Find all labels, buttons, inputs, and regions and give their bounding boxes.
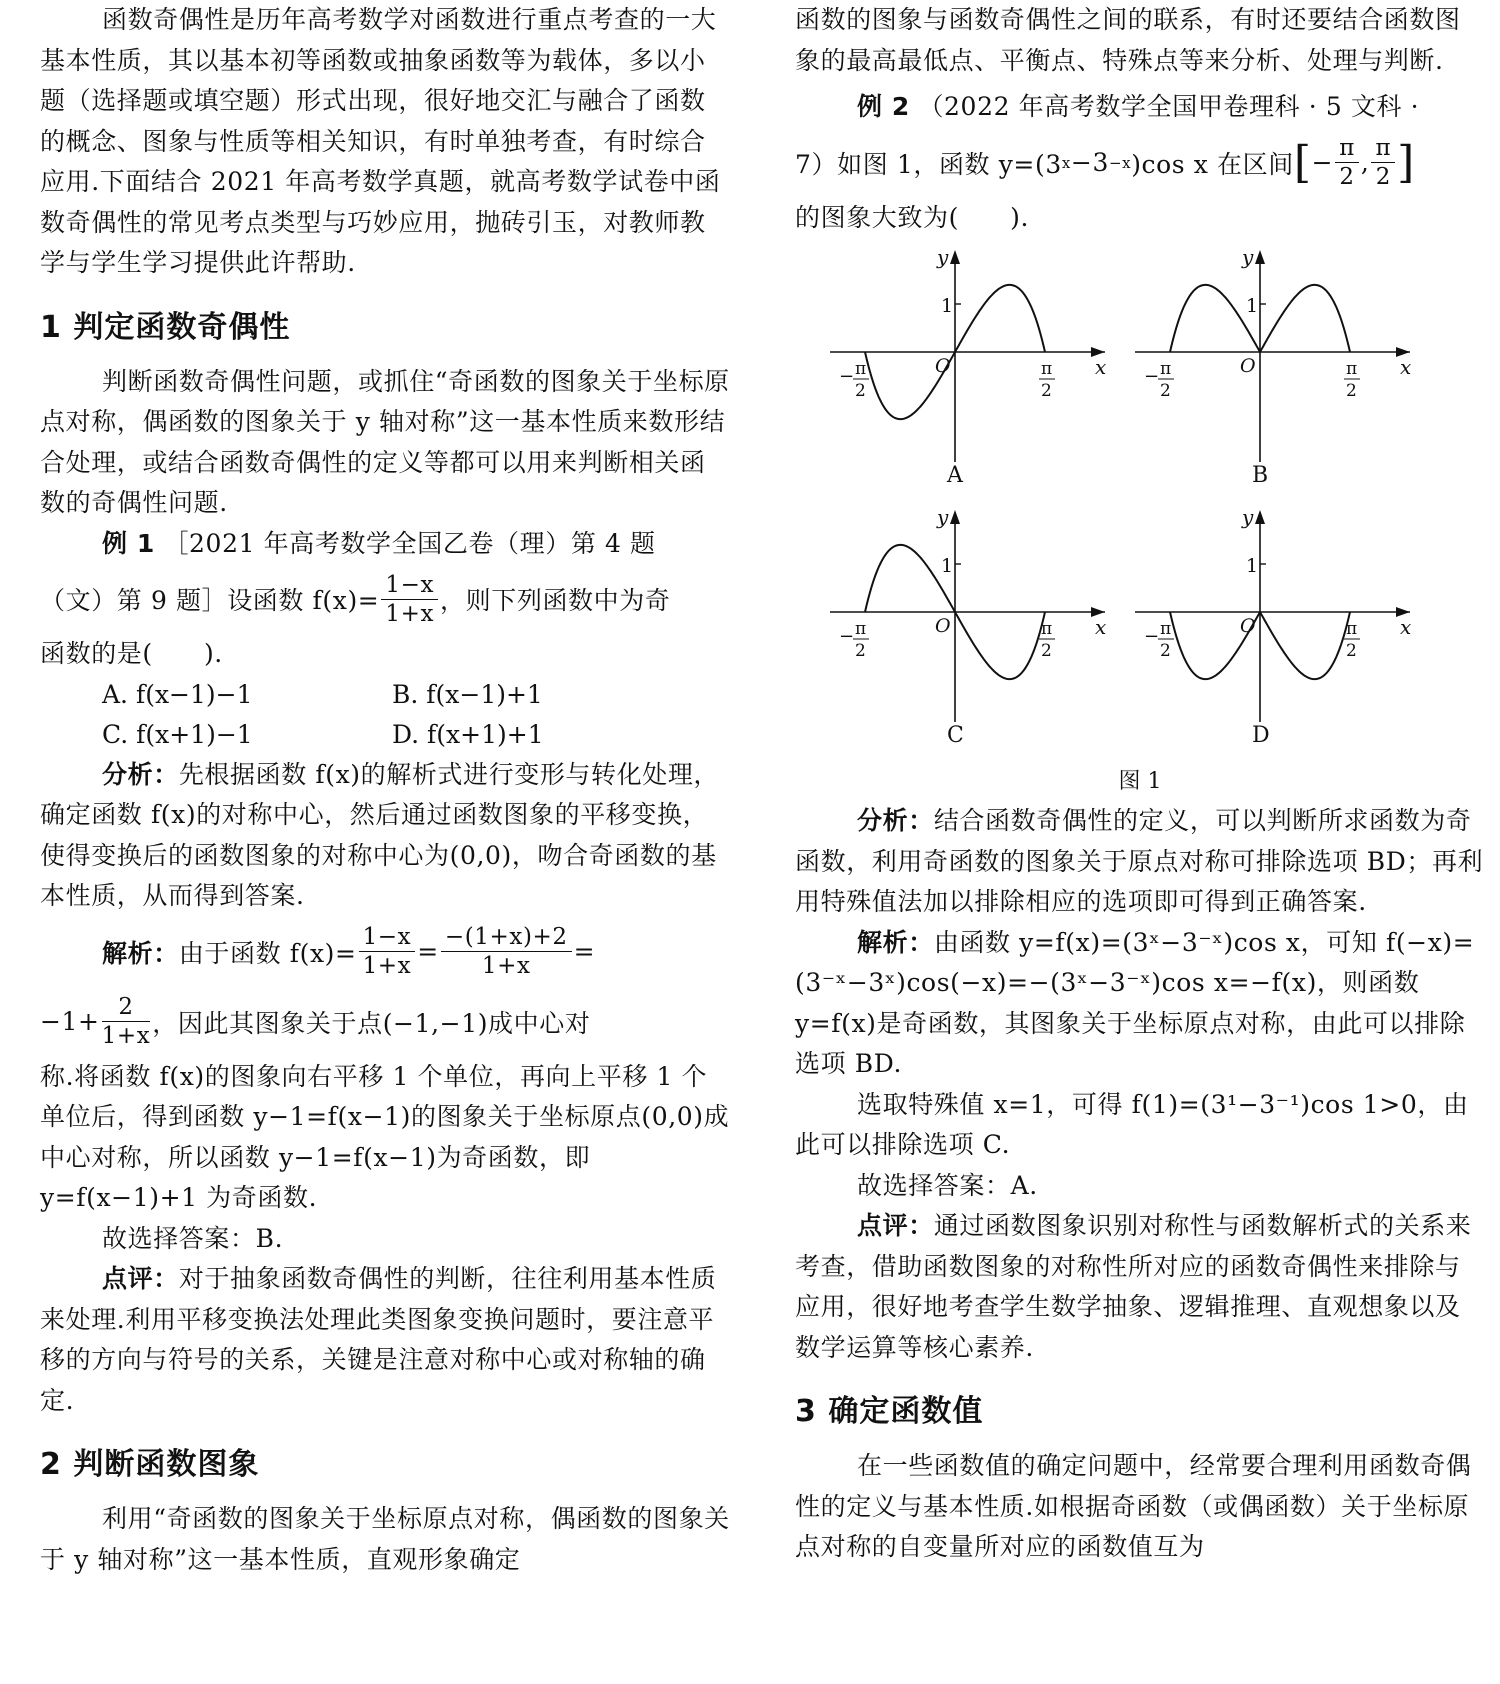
y-axis-arrow	[950, 510, 960, 524]
tick-label-pi: π	[1041, 619, 1053, 639]
example-2-analysis	[795, 801, 1485, 923]
fraction-numerator: 1−x	[381, 571, 438, 600]
left-column	[40, 0, 730, 1580]
tick-label-two: 2	[1160, 381, 1171, 401]
example-2-text: −3	[1070, 148, 1109, 177]
solution-fraction-3	[102, 993, 151, 1050]
example-2-comment	[795, 1206, 1485, 1368]
equals-sign: =	[417, 937, 439, 966]
example-2-label: 例 2	[857, 92, 910, 121]
tick-label-one: 1	[1246, 295, 1259, 317]
comment-label: 点评：	[102, 1264, 179, 1293]
option-b: B. f(x−1)+1	[392, 679, 543, 709]
tick-label-one: 1	[941, 295, 954, 317]
example-1-line3: 函数的是( ).	[40, 639, 223, 668]
tick-label-pi: π	[1160, 619, 1172, 639]
example-1-line2	[40, 564, 730, 634]
example-1-fraction	[381, 571, 438, 628]
tick-label-two: 2	[1346, 641, 1357, 661]
fraction-denominator: 2	[1339, 164, 1355, 190]
y-axis-label: y	[1242, 245, 1254, 269]
right-column	[795, 0, 1485, 1568]
section-2-paragraph-cont: 函数的图象与函数奇偶性之间的联系，有时还要结合函数图象的最高最低点、平衡点、特殊点等来分析、处理与判断.	[795, 5, 1461, 75]
exponent: x	[1061, 153, 1071, 172]
section-3-paragraph: 在一些函数值的确定问题中，经常要合理利用函数奇偶性的定义与基本性质.如根据奇函数（或偶函数）关于坐标原点对称的自变量所对应的函数值互为	[795, 1451, 1472, 1561]
example-1-answer: 故选择答案：B.	[102, 1223, 284, 1253]
graph-a	[825, 242, 1125, 492]
y-axis-arrow	[1255, 510, 1265, 524]
solution-rest: 称.将函数 f(x)的图象向右平移 1 个单位，再向上平移 1 个单位后，得到函数 y−1=f(x−1)的图象关于坐标原点(0,0)成中心对称，所以函数 y−1=f(x−1)为奇函数，即 y=f(x−1)+1 为奇函数.	[40, 1061, 730, 1212]
tick-label-two: 2	[855, 641, 866, 661]
solution-fraction-1	[359, 923, 416, 980]
fraction-denominator: 1+x	[362, 953, 412, 979]
example-1-line1	[40, 524, 730, 565]
tick-label-pi: π	[1160, 359, 1172, 379]
example-2-special-value: 选取特殊值 x=1，可得 f(1)=(3¹−3⁻¹)cos 1>0，由此可以排除选项 C.	[795, 1089, 1469, 1159]
example-1-label: 例 1	[102, 528, 155, 558]
graph-letter: D	[1252, 723, 1270, 748]
x-axis-label: x	[1095, 615, 1107, 639]
solution-text: 由函数 y=f(x)=(3ˣ−3⁻ˣ)cos x，可知 f(−x)=(3⁻ˣ−3ˣ)cos(−x)=−(3ˣ−3⁻ˣ)cos x=−f(x)，则函数 y=f(x)是奇函数，其图象关于坐标原点对称，由此可以排除选项 BD.	[795, 927, 1475, 1078]
x-axis-label: x	[1400, 615, 1412, 639]
origin-label: O	[1240, 615, 1256, 637]
solution-line2	[40, 987, 730, 1057]
option-d: D. f(x+1)+1	[392, 719, 544, 749]
example-2-solution	[795, 923, 1485, 1085]
tick-label-two: 2	[1160, 641, 1171, 661]
example-2-text: )cos x 在区间	[1131, 149, 1294, 179]
fraction-denominator: 2	[1375, 164, 1391, 190]
example-2-line3: 的图象大致为( ).	[795, 202, 1030, 232]
fraction-denominator: 1+x	[101, 1023, 151, 1049]
tick-label-minus: −	[1144, 626, 1160, 647]
graph-d	[1130, 502, 1430, 752]
graph-letter: A	[947, 463, 963, 488]
tick-label-minus: −	[1144, 366, 1160, 387]
figure-1-graphs	[795, 242, 1485, 762]
analysis-text: 先根据函数 f(x)的解析式进行变形与转化处理，确定函数 f(x)的对称中心，然后通过函数图象的平移变换，使得变换后的函数图象的对称中心为(0,0)，吻合奇函数的基本性质，从而得到答案.	[40, 759, 720, 910]
solution-text-post: ，因此其图象关于点(−1,−1)成中心对	[152, 1008, 591, 1038]
y-axis-arrow	[1255, 250, 1265, 264]
exponent: −x	[1108, 153, 1132, 172]
example-2-source: （2022 年高考数学全国甲卷理科 · 5 文科 ·	[918, 92, 1420, 121]
y-axis-label: y	[937, 505, 949, 529]
section-1-heading: 1 判定函数奇偶性	[40, 309, 291, 345]
option-c: C. f(x+1)−1	[102, 719, 253, 749]
example-1-analysis	[40, 755, 730, 917]
tick-label-two: 2	[855, 381, 866, 401]
y-axis-label: y	[937, 245, 949, 269]
y-axis-arrow	[950, 250, 960, 264]
section-3-heading: 3 确定函数值	[795, 1394, 984, 1429]
comment-text: 对于抽象函数奇偶性的判断，往往利用基本性质来处理.利用平移变换法处理此类图象变换问题时，要注意平移的方向与符号的关系，关键是注意对称中心或对称轴的确定.	[40, 1264, 717, 1415]
fraction-numerator: 2	[102, 993, 151, 1022]
tick-label-one: 1	[941, 555, 954, 577]
fraction-numerator: −(1+x)+2	[441, 923, 572, 952]
origin-label: O	[1240, 355, 1256, 377]
example-1-comment	[40, 1259, 730, 1421]
graph-b	[1130, 242, 1430, 492]
solution-text: −1+	[40, 1007, 100, 1036]
minus-sign: −	[1311, 148, 1334, 177]
tick-label-two: 2	[1041, 641, 1052, 661]
analysis-label: 分析：	[102, 759, 179, 789]
tick-label-minus: −	[839, 366, 855, 387]
tick-label-two: 2	[1346, 381, 1357, 401]
example-2-line1	[795, 87, 1485, 128]
equals-sign: =	[573, 937, 596, 966]
graph-c	[825, 502, 1125, 752]
comment-label: 点评：	[857, 1211, 934, 1240]
fraction-numerator: π	[1335, 134, 1359, 163]
analysis-text: 结合函数奇偶性的定义，可以判断所求函数为奇函数，利用奇函数的图象关于原点对称可排除选项 BD；再利用特殊值法加以排除相应的选项即可得到正确答案.	[795, 806, 1484, 916]
fraction-numerator: π	[1371, 134, 1395, 163]
x-axis-label: x	[1400, 355, 1412, 379]
section-2-heading: 2 判断函数图象	[40, 1447, 260, 1482]
graph-letter: B	[1252, 463, 1269, 488]
x-axis-label: x	[1095, 355, 1107, 379]
origin-label: O	[935, 615, 951, 637]
interval-upper	[1371, 134, 1395, 191]
intro-paragraph: 函数奇偶性是历年高考数学对函数进行重点考查的一大基本性质，其以基本初等函数或抽象函数等为载体，多以小题（选择题或填空题）形式出现，很好地交汇与融合了函数的概念、图象与性质等相关知识，有时单独考查，有时综合应用.下面结合 2021 年高考数学真题，就高考数学试卷中函数奇偶性的常见考点类型与巧妙应用，抛砖引玉，对教师教学与学生学习提供此许帮助.	[40, 5, 721, 277]
graph-letter: C	[947, 723, 964, 748]
solution-label: 解析：	[102, 938, 179, 968]
example-1-options	[40, 675, 730, 755]
example-1-text: （文）第 9 题］设函数 f(x)=	[40, 586, 380, 615]
interval-lower	[1335, 134, 1359, 191]
section-1-paragraph: 判断函数奇偶性问题，或抓住“奇函数的图象关于坐标原点对称，偶函数的图象关于 y 轴对称”这一基本性质来数形结合处理，或结合函数奇偶性的定义等都可以用来判断相关函数的奇偶性问题.	[40, 366, 730, 517]
tick-label-minus: −	[839, 626, 855, 647]
section-2-paragraph: 利用“奇函数的图象关于坐标原点对称，偶函数的图象关于 y 轴对称”这一基本性质，直观形象确定	[40, 1504, 730, 1574]
left-bracket: [	[1293, 137, 1312, 188]
tick-label-pi: π	[1346, 359, 1358, 379]
example-2-line2: 7）如图 1，函数 y=(3 x −3 −x )cos x 在区间 [ − $\frac{\pi}{2}$ , $\frac{\pi}{2}$ ]	[795, 135, 1415, 190]
fraction-denominator: 1+x	[481, 953, 531, 979]
y-axis-label: y	[1242, 505, 1254, 529]
tick-label-pi: π	[855, 619, 867, 639]
tick-label-two: 2	[1041, 381, 1052, 401]
origin-label: O	[935, 355, 951, 377]
comment-text: 通过函数图象识别对称性与函数解析式的关系来考查，借助函数图象的对称性所对应的函数奇偶性来排除与应用，很好地考查学生数学抽象、逻辑推理、直观想象以及数学运算等核心素养.	[795, 1211, 1472, 1362]
tick-label-pi: π	[1346, 619, 1358, 639]
solution-label: 解析：	[857, 927, 934, 957]
tick-label-pi: π	[855, 359, 867, 379]
example-1-text-post: ，则下列函数中为奇	[440, 586, 671, 615]
solution-text: 由于函数 f(x)=	[178, 938, 357, 968]
solution-fraction-2	[441, 923, 572, 980]
example-2-answer: 故选择答案：A.	[857, 1170, 1038, 1200]
tick-label-pi: π	[1041, 359, 1053, 379]
figure-caption: 图 1	[1118, 769, 1162, 794]
fraction-numerator: 1−x	[359, 923, 416, 952]
fraction-denominator: 1+x	[385, 600, 435, 627]
option-a: A. f(x−1)−1	[102, 679, 253, 709]
analysis-label: 分析：	[857, 806, 934, 835]
solution-line1	[40, 917, 730, 987]
example-1-source: ［2021 年高考数学全国乙卷（理）第 4 题	[163, 528, 656, 558]
tick-label-one: 1	[1246, 555, 1259, 577]
right-bracket: ]	[1397, 137, 1415, 188]
example-2-text: 7）如图 1，函数 y=(3	[795, 149, 1062, 179]
